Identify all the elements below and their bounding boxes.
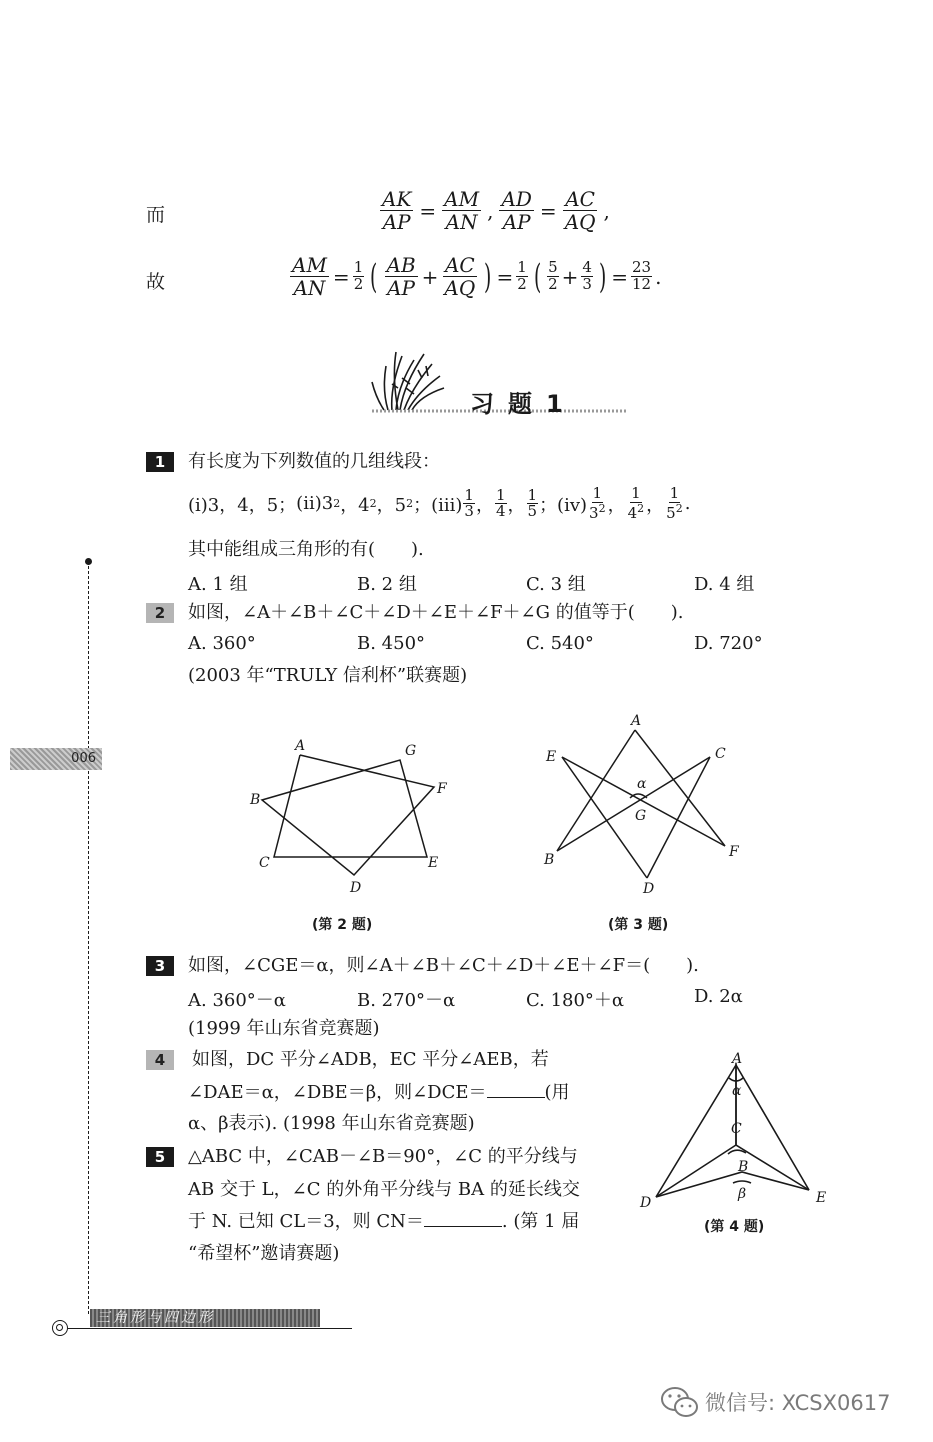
page-number-band	[10, 748, 102, 770]
fig2-label-g: G	[405, 743, 417, 759]
footer-rule	[68, 1328, 352, 1329]
figure-2	[240, 730, 470, 900]
wechat-icon	[660, 1385, 700, 1419]
q2-option-d[interactable]: D. 720°	[694, 633, 763, 654]
fig2-label-b: B	[250, 792, 261, 808]
er-label: 而	[146, 204, 166, 226]
fig2-label-c: C	[259, 855, 270, 871]
fig2-label-f: F	[437, 781, 447, 797]
question-5-line-3: 于 N. 已知 CL＝3，则 CN＝ . (第 1 届	[188, 1211, 580, 1232]
fig4-label-c: C	[731, 1121, 742, 1137]
fig3-label-b: B	[544, 852, 555, 868]
question-5-line-4: “希望杯”邀请赛题)	[188, 1243, 340, 1264]
figure-3	[535, 706, 755, 896]
equation-1: $\frac{AK}{AP}$ = $\frac{AM}{AN}$ , $\frac{AD}{AP}$ = $\frac{AC}{AQ}$ ,	[382, 187, 610, 234]
q2-option-a[interactable]: A. 360°	[188, 633, 256, 654]
fig2-label-e: E	[428, 855, 439, 871]
page-number: 006	[71, 751, 96, 766]
question-2-source: (2003 年“TRULY 信利杯”联赛题)	[188, 665, 468, 686]
question-1-number: 1	[146, 452, 174, 472]
question-3-source: (1999 年山东省竞赛题)	[188, 1018, 380, 1039]
question-3-number: 3	[146, 956, 174, 976]
question-4-line-1: 如图，DC 平分∠ADB，EC 平分∠AEB，若	[192, 1049, 549, 1070]
question-4-line-2: ∠DAE＝α，∠DBE＝β，则∠DCE＝ (用	[188, 1082, 570, 1103]
fig4-alpha: α	[732, 1083, 742, 1099]
figure-4-caption: (第 4 题)	[704, 1219, 765, 1235]
q2-option-b[interactable]: B. 450°	[357, 633, 426, 654]
answer-blank-4	[487, 1097, 545, 1098]
question-3-stem: 如图，∠CGE＝α，则∠A＋∠B＋∠C＋∠D＋∠E＋∠F＝( ).	[188, 955, 699, 976]
figure-2-caption: (第 2 题)	[312, 917, 373, 933]
q1-option-a[interactable]: A. 1 组	[188, 574, 248, 595]
footer-circle-icon	[52, 1320, 68, 1336]
margin-dashed-line	[88, 566, 89, 1314]
question-5-line-1: △ABC 中，∠CAB－∠B＝90°，∠C 的平分线与	[188, 1146, 578, 1167]
q1-option-b[interactable]: B. 2 组	[357, 574, 417, 595]
fig3-label-c: C	[715, 746, 726, 762]
q1-option-c[interactable]: C. 3 组	[526, 574, 586, 595]
q3-option-a[interactable]: A. 360°－α	[188, 990, 286, 1011]
question-4-line-3: α、β表示). (1998 年山东省竞赛题)	[188, 1113, 475, 1134]
footer-chapter-title: 三角形与四边形	[90, 1309, 320, 1327]
fig4-label-e: E	[816, 1190, 827, 1206]
fig3-label-a: A	[631, 713, 642, 729]
q3-option-d[interactable]: D. 2α	[694, 986, 743, 1007]
fig2-label-d: D	[350, 880, 362, 896]
fig4-beta: β	[738, 1186, 747, 1202]
q3-option-b[interactable]: B. 270°－α	[357, 990, 456, 1011]
gu-label: 故	[146, 271, 166, 293]
question-2-stem: 如图，∠A＋∠B＋∠C＋∠D＋∠E＋∠F＋∠G 的值等于( ).	[188, 602, 684, 623]
answer-blank-5	[424, 1226, 502, 1227]
fig3-label-e: E	[546, 749, 557, 765]
fig4-label-d: D	[640, 1195, 652, 1211]
figure-4	[636, 1050, 836, 1215]
q3-option-c[interactable]: C. 180°＋α	[526, 990, 625, 1011]
q2-option-c[interactable]: C. 540°	[526, 633, 594, 654]
equation-2: $\frac{AM}{AN}$ = $\frac{1}{2}$ ( $\frac{AB}{AP}$ + $\frac{AC}{AQ}$ ) = $\frac{1}{2}$ ( $\frac{5}{2}$ + $\frac{4}{3}$ ) = $\frac{23}{12}$ .	[292, 253, 662, 300]
fig3-label-f: F	[729, 844, 739, 860]
question-1-groups: (i)3，4，5； (ii)3 2 ，4 2 ，5 2 ；(iii) $\frac{1}{3}$ ， $\frac{1}{4}$ ， $\frac{1}{5}$ ；(iv) $\frac{1}{3^2}$ ， $\frac{1}{4^2}$ ， $\frac{1}{5^2}$ .	[188, 484, 691, 522]
question-1-stem-2: 其中能组成三角形的有( ).	[188, 539, 424, 560]
question-4-number: 4	[146, 1050, 174, 1070]
section-title: 习题1	[470, 390, 577, 418]
figure-3-caption: (第 3 题)	[608, 917, 669, 933]
watermark-text: 微信号: XCSX0617	[705, 1391, 891, 1415]
fig3-alpha: α	[637, 776, 647, 792]
q1-option-d[interactable]: D. 4 组	[694, 574, 755, 595]
margin-dot	[85, 558, 92, 565]
question-2-number: 2	[146, 603, 174, 623]
fig3-label-g: G	[635, 808, 647, 824]
question-5-number: 5	[146, 1147, 174, 1167]
question-5-line-2: AB 交于 L，∠C 的外角平分线与 BA 的延长线交	[188, 1179, 580, 1200]
fig4-label-a: A	[732, 1051, 743, 1067]
fig3-label-d: D	[643, 881, 655, 896]
question-1-stem: 有长度为下列数值的几组线段：	[188, 451, 440, 472]
fig4-label-b: B	[738, 1159, 749, 1175]
fig2-label-a: A	[295, 738, 306, 754]
